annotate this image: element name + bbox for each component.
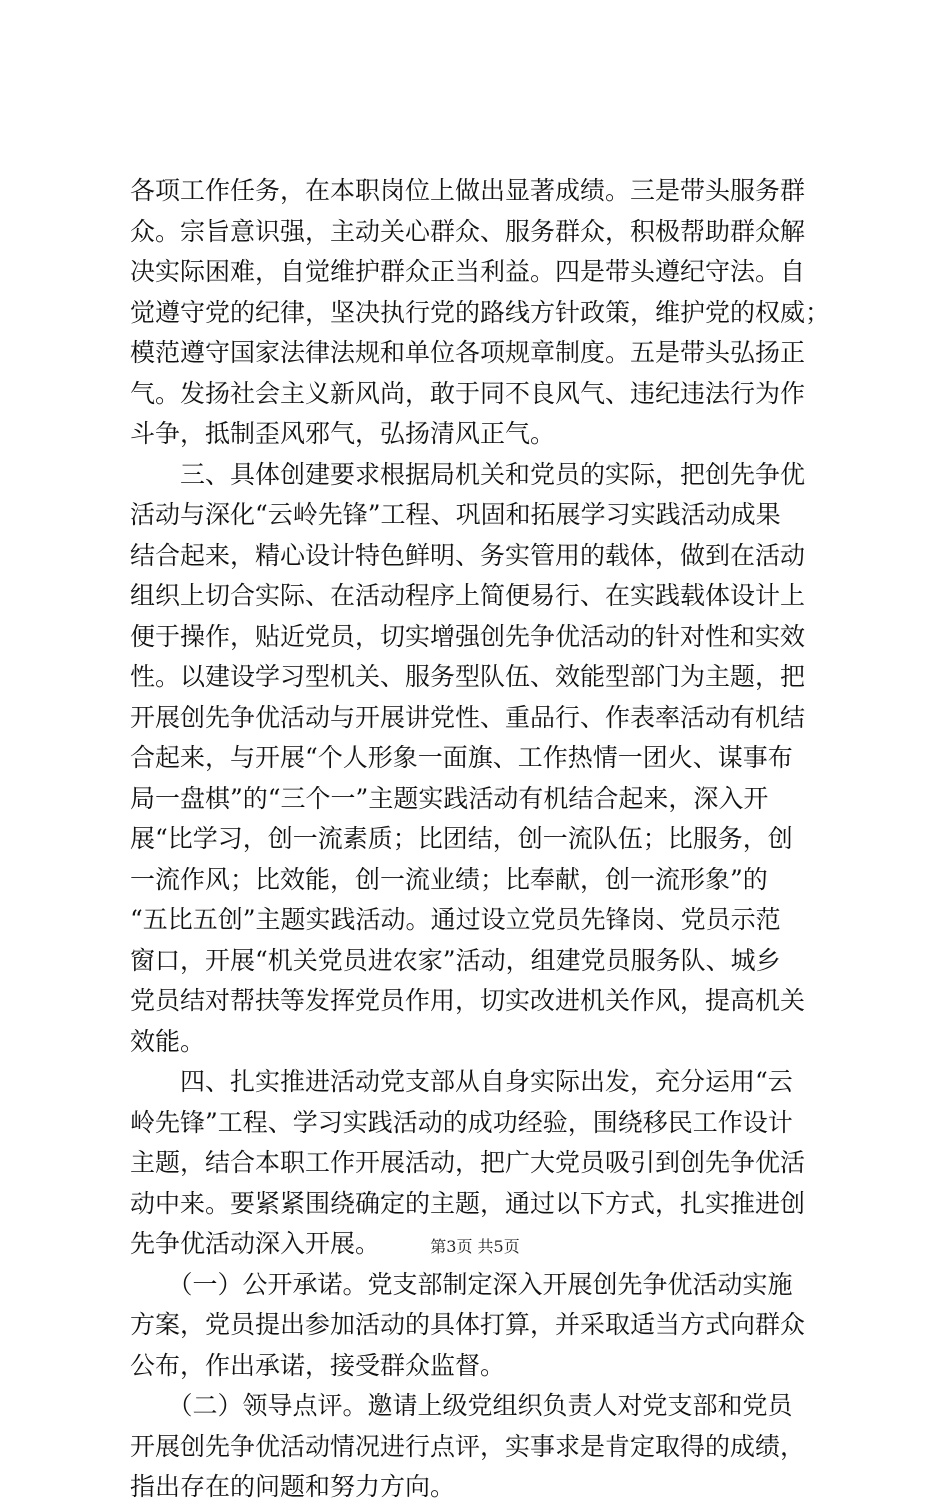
text-line: 一流作风；比效能，创一流业绩；比奉献，创一流形象”的 [130, 864, 768, 894]
text-line: 公布，作出承诺，接受群众监督。 [130, 1350, 506, 1380]
text-line: 指出存在的问题和努力方向。 [130, 1472, 456, 1501]
text-line: 众。宗旨意识强，主动关心群众、服务群众，积极帮助群众解 [130, 216, 806, 246]
section-heading-line: 三、具体创建要求根据局机关和党员的实际，把创先争优 [130, 459, 806, 489]
text-line: 活动与深化“云岭先锋”工程、巩固和拓展学习实践活动成果 [130, 500, 781, 529]
page-footer [0, 1237, 950, 1257]
text-line: 方案，党员提出参加活动的具体打算，并采取适当方式向群众 [130, 1310, 806, 1339]
text-line: 窗口，开展“机关党员进农家”活动，组建党员服务队、城乡 [130, 945, 781, 975]
subsection-line: （二）领导点评。邀请上级党组织负责人对党支部和党员 [130, 1391, 793, 1420]
text-line: 主题，结合本职工作开展活动，把广大党员吸引到创先争优活 [130, 1148, 806, 1177]
text-line: 气。发扬社会主义新风尚，敢于同不良风气、违纪违法行为作 [130, 378, 806, 408]
text-line: 局一盘棋”的“三个一”主题实践活动有机结合起来，深入开 [130, 783, 769, 813]
text-line: “五比五创”主题实践活动。通过设立党员先锋岗、党员示范 [130, 905, 781, 934]
subsection-line: （一）公开承诺。党支部制定深入开展创先争优活动实施 [130, 1269, 793, 1299]
text-line: 组织上切合实际、在活动程序上简便易行、在实践载体设计上 [130, 581, 806, 610]
text-line: 模范遵守国家法律法规和单位各项规章制度。五是带头弘扬正 [130, 338, 806, 367]
text-line: 展“比学习，创一流素质；比团结，创一流队伍；比服务，创 [130, 824, 793, 853]
text-line: 性。以建设学习型机关、服务型队伍、效能型部门为主题，把 [130, 662, 806, 691]
text-line: 觉遵守党的纪律，坚决执行党的路线方针政策，维护党的权威； [130, 297, 831, 327]
text-line: 开展创先争优活动与开展讲党性、重品行、作表率活动有机结 [130, 702, 806, 732]
text-line: 便于操作，贴近党员，切实增强创先争优活动的针对性和实效 [130, 621, 806, 651]
text-line: 效能。 [130, 1026, 206, 1056]
text-line: 各项工作任务，在本职岗位上做出显著成绩。三是带头服务群 [130, 176, 806, 205]
text-line: 先争优活动深入开展。 [130, 1229, 381, 1258]
text-line: 党员结对帮扶等发挥党员作用，切实改进机关作风，提高机关 [130, 986, 806, 1015]
text-line: 决实际困难，自觉维护群众正当利益。四是带头遵纪守法。自 [130, 257, 806, 286]
text-line: 岭先锋”工程、学习实践活动的成功经验，围绕移民工作设计 [130, 1107, 793, 1137]
text-line: 结合起来，精心设计特色鲜明、务实管用的载体，做到在活动 [130, 540, 806, 570]
text-line: 开展创先争优活动情况进行点评，实事求是肯定取得的成绩， [130, 1431, 806, 1461]
document-body [130, 171, 834, 1508]
section-heading-line: 四、扎实推进活动党支部从自身实际出发，充分运用“云 [130, 1067, 793, 1096]
text-line: 斗争，抵制歪风邪气，弘扬清风正气。 [130, 419, 556, 448]
page-number: 第3页 共5页 [430, 1237, 520, 1256]
text-line: 合起来，与开展“个人形象一面旗、工作热情一团火、谋事布 [130, 743, 793, 772]
text-line: 动中来。要紧紧围绕确定的主题，通过以下方式，扎实推进创 [130, 1188, 806, 1218]
